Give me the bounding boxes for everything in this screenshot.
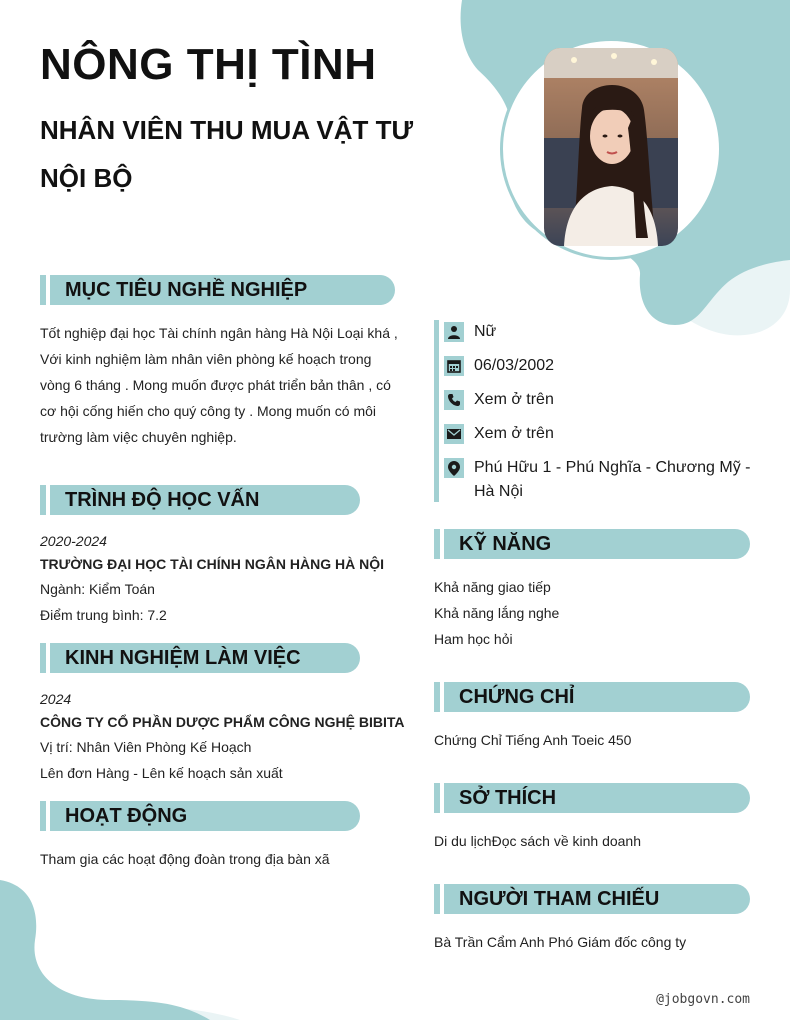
watermark: @jobgovn.com <box>656 992 750 1007</box>
section-hobbies-heading: SỞ THÍCH <box>434 783 750 813</box>
contact-birthday: 06/03/2002 <box>444 354 764 378</box>
experience-company: CÔNG TY CỔ PHẦN DƯỢC PHẨM CÔNG NGHỆ BIBITA <box>40 714 405 730</box>
contact-address: Phú Hữu 1 - Phú Nghĩa - Chương Mỹ - Hà Nội <box>444 456 764 504</box>
education-school: TRƯỜNG ĐẠI HỌC TÀI CHÍNH NGÂN HÀNG HÀ NỘI <box>40 556 384 572</box>
section-skills-heading: KỸ NĂNG <box>434 529 750 559</box>
experience-period: 2024 <box>40 691 72 707</box>
activities-text: Tham gia các hoạt động đoàn trong địa bàn xã <box>40 851 330 867</box>
calendar-icon <box>444 356 464 376</box>
section-experience-heading: KINH NGHIỆM LÀM VIỆC <box>40 643 360 673</box>
job-title: NHÂN VIÊN THU MUA VẬT TƯ NỘI BỘ <box>40 115 414 193</box>
education-period: 2020-2024 <box>40 533 107 549</box>
references-text: Bà Trần Cẩm Anh Phó Giám đốc công ty <box>434 934 687 950</box>
skill-item: Khả năng lắng nghe <box>434 605 560 621</box>
section-certificates-heading: CHỨNG CHỈ <box>434 682 750 712</box>
phone-icon <box>444 390 464 410</box>
hobbies-text: Di du lịchĐọc sách về kinh doanh <box>434 833 642 849</box>
education-gpa: Điểm trung bình: 7.2 <box>40 607 167 623</box>
contact-phone: Xem ở trên <box>444 388 764 412</box>
skill-item: Khả năng giao tiếp <box>434 579 551 595</box>
location-icon <box>444 458 464 478</box>
experience-duty: Lên đơn Hàng - Lên kế hoạch sản xuất <box>40 765 283 781</box>
section-references-heading: NGƯỜI THAM CHIẾU <box>434 884 750 914</box>
experience-position: Vị trí: Nhân Viên Phòng Kế Hoạch <box>40 739 252 755</box>
avatar <box>544 48 678 246</box>
person-icon <box>444 322 464 342</box>
skill-item: Ham học hỏi <box>434 631 513 647</box>
section-objective-heading: MỤC TIÊU NGHỀ NGHIỆP <box>40 275 395 305</box>
mail-icon <box>444 424 464 444</box>
objective-text: Tốt nghiệp đại học Tài chính ngân hàng Hà Nội Loại khá , Với kinh nghiệm làm nhân viên phòng kế hoạch trong vòng 6 tháng . Mong muốn được phát triển bản thân , có cơ hội cống hiến cho quý công ty . Mong muốn có môi trường làm việc chuyên nghiệp. <box>40 325 398 445</box>
candidate-name: NÔNG THỊ TÌNH <box>40 40 377 89</box>
certificate-text: Chứng Chỉ Tiếng Anh Toeic 450 <box>434 732 632 748</box>
section-education-heading: TRÌNH ĐỘ HỌC VẤN <box>40 485 360 515</box>
contact-email: Xem ở trên <box>444 422 764 446</box>
education-major: Ngành: Kiểm Toán <box>40 581 155 597</box>
contact-rail <box>434 320 439 502</box>
contact-gender: Nữ <box>444 320 764 344</box>
bottom-left-blob <box>0 880 210 1020</box>
section-activities-heading: HOẠT ĐỘNG <box>40 801 360 831</box>
